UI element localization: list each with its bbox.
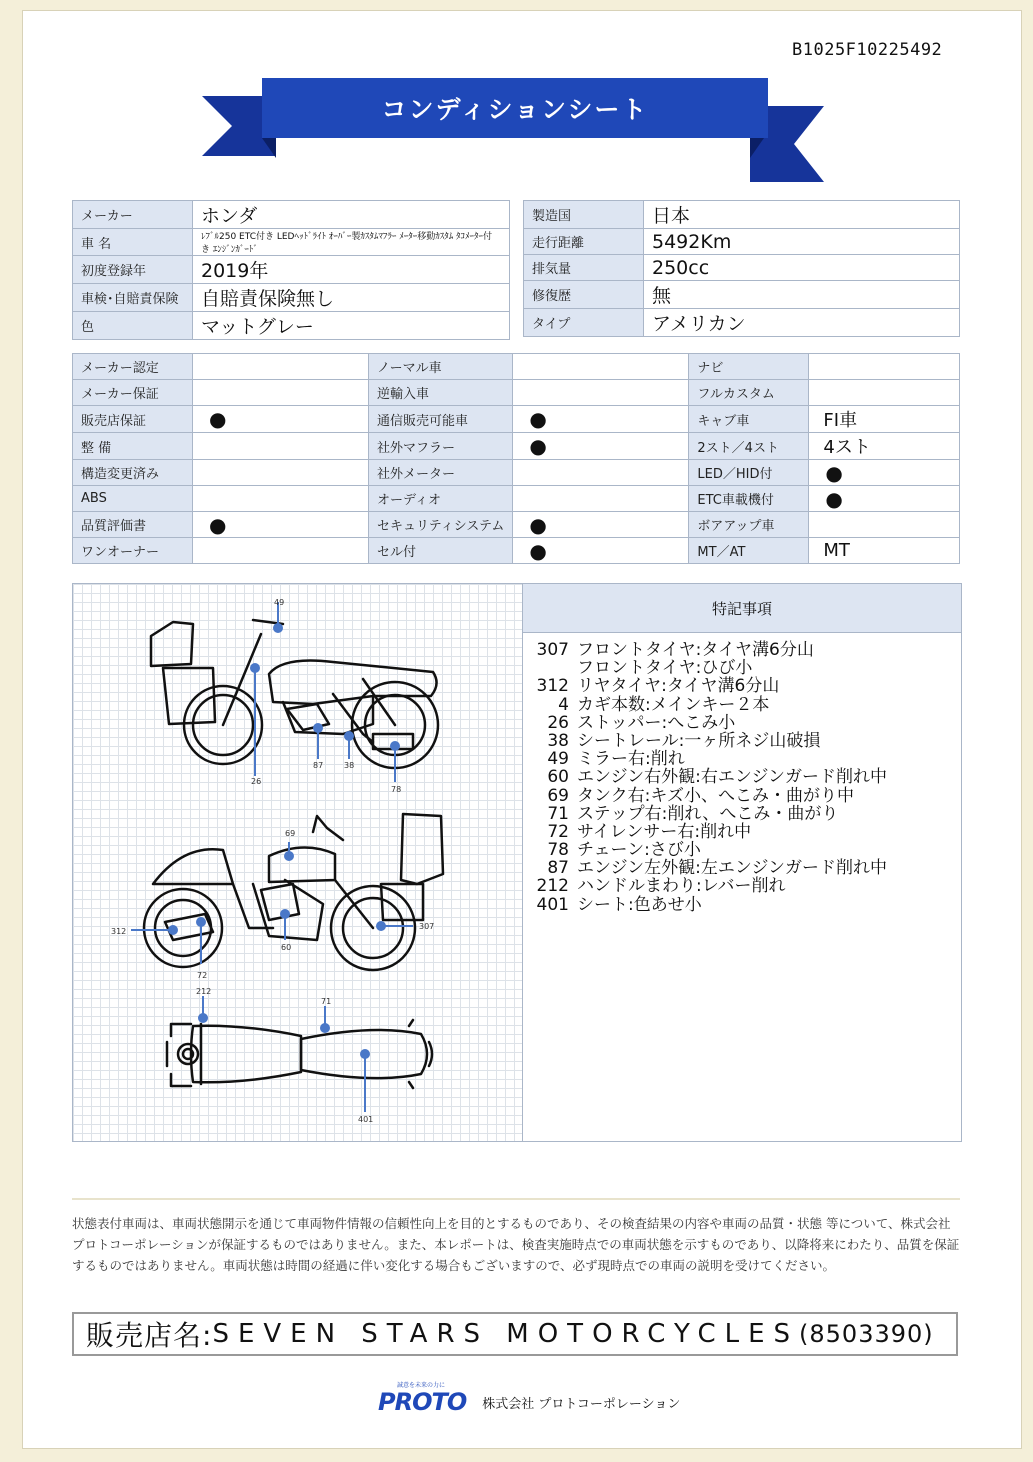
note-text: サイレンサー右:削れ中	[577, 821, 752, 842]
company-name: 株式会社 プロトコーポレーション	[482, 1396, 681, 1412]
equipment-label: ナビ	[689, 354, 809, 380]
equipment-row	[73, 486, 960, 512]
note-text: リヤタイヤ:タイヤ溝6分山	[577, 676, 780, 697]
equipment-value	[513, 354, 689, 380]
store-name: SEVEN STARS MOTORCYCLES	[212, 1319, 800, 1349]
note-text: エンジン右外観:右エンジンガード削れ中	[577, 767, 888, 788]
equipment-label: メーカー保証	[73, 380, 193, 406]
store-name-box	[72, 1312, 958, 1356]
equipment-label: 構造変更済み	[73, 460, 193, 486]
equipment-value	[513, 460, 689, 486]
spec-value: 無	[644, 281, 960, 309]
spec-row	[73, 312, 510, 340]
spec-label: 製造国	[524, 201, 644, 229]
equipment-value	[193, 486, 369, 512]
label-69: 69	[285, 829, 296, 838]
label-71: 71	[321, 997, 332, 1006]
motorcycle-diagrams	[73, 584, 522, 1141]
equipment-row	[73, 512, 960, 538]
equipment-value: ●	[193, 406, 369, 433]
label-49: 49	[274, 598, 285, 607]
note-code: 26	[547, 712, 569, 733]
spec-row	[524, 229, 960, 255]
label-307: 307	[419, 922, 435, 931]
equipment-label: ノーマル車	[369, 354, 513, 380]
note-item	[523, 696, 961, 714]
label-72: 72	[197, 971, 208, 980]
spec-label: 車検･自賠責保険	[73, 284, 193, 312]
spec-row	[524, 255, 960, 281]
note-item	[523, 768, 961, 786]
equipment-value	[193, 354, 369, 380]
equipment-value	[809, 380, 960, 406]
equipment-label: LED／HID付	[689, 460, 809, 486]
label-60: 60	[281, 943, 292, 952]
equipment-value: ●	[513, 406, 689, 433]
spec-row	[73, 284, 510, 312]
spec-value: ﾚﾌﾞﾙ250 ETC付き LEDﾍｯﾄﾞﾗｲﾄ ｵｰﾊﾞｰ製ｶｽﾀﾑﾏﾌﾗｰ ﾒｰﾀｰ移動ｶｽﾀﾑ ﾀｺﾒｰﾀｰ付き ｴﾝｼﾞﾝｶﾞｰﾄﾞ	[193, 229, 510, 256]
spec-table-left	[72, 200, 510, 340]
note-item	[523, 841, 961, 859]
spec-label: 初度登録年	[73, 256, 193, 284]
note-item	[523, 659, 961, 677]
equipment-label: MT／AT	[689, 538, 809, 564]
note-text: シート:色あせ小	[577, 894, 702, 915]
note-code: 60	[547, 767, 569, 788]
equipment-row	[73, 380, 960, 406]
damage-diagram	[73, 584, 523, 1141]
spec-label: 色	[73, 312, 193, 340]
equipment-value: ●	[513, 512, 689, 538]
footer	[378, 1382, 681, 1416]
equipment-label: フルカスタム	[689, 380, 809, 406]
spec-label: タイプ	[524, 309, 644, 337]
bike-top-view	[167, 1020, 432, 1088]
label-212: 212	[196, 987, 212, 996]
equipment-row	[73, 433, 960, 460]
page-title: コンディションシート	[262, 78, 768, 138]
equipment-label: ETC車載機付	[689, 486, 809, 512]
equipment-label: ボアアップ車	[689, 512, 809, 538]
divider	[72, 1198, 960, 1200]
note-code: 87	[547, 858, 569, 879]
note-code: 212	[536, 876, 569, 897]
equipment-row	[73, 460, 960, 486]
label-78: 78	[391, 785, 402, 794]
note-code: 307	[536, 640, 569, 660]
note-text: フロントタイヤ:ひび小	[577, 658, 753, 679]
spec-row	[73, 256, 510, 284]
note-text: ステップ右:削れ、へこみ・曲がり	[577, 803, 839, 824]
note-text: チェーン:さび小	[577, 840, 701, 861]
note-item	[523, 714, 961, 732]
label-87: 87	[313, 761, 324, 770]
label-38: 38	[344, 761, 355, 770]
note-code: 71	[547, 803, 569, 824]
equipment-value	[809, 354, 960, 380]
note-code: 312	[536, 676, 569, 697]
equipment-value	[193, 538, 369, 564]
note-item	[523, 787, 961, 805]
note-code: 49	[547, 749, 569, 770]
equipment-value	[193, 380, 369, 406]
equipment-value	[809, 512, 960, 538]
label-26: 26	[251, 777, 262, 786]
equipment-value: ●	[193, 512, 369, 538]
spec-label: 排気量	[524, 255, 644, 281]
equipment-label: セキュリティシステム	[369, 512, 513, 538]
note-item	[523, 732, 961, 750]
equipment-row	[73, 538, 960, 564]
equipment-table	[72, 353, 960, 564]
equipment-label: ABS	[73, 486, 193, 512]
equipment-value: ●	[513, 433, 689, 460]
spec-value: 日本	[644, 201, 960, 229]
equipment-value	[513, 486, 689, 512]
note-text: タンク右:キズ小、へこみ・曲がり中	[577, 785, 855, 806]
equipment-value: ●	[809, 460, 960, 486]
logo-tagline: 誠意を未来の力に	[397, 1382, 446, 1389]
spec-value: マットグレー	[193, 312, 510, 340]
equipment-row	[73, 354, 960, 380]
spec-table-right	[523, 200, 960, 337]
note-item	[523, 805, 961, 823]
note-code	[523, 659, 577, 677]
spec-row	[73, 201, 510, 229]
note-text: ストッパー:へこみ小	[577, 712, 736, 733]
note-code: 4	[558, 694, 569, 715]
equipment-value: MT	[809, 538, 960, 564]
equipment-value	[193, 460, 369, 486]
equipment-label: 品質評価書	[73, 512, 193, 538]
notes-section	[523, 584, 961, 1141]
notes-heading: 特記事項	[523, 584, 961, 633]
note-item	[523, 677, 961, 695]
spec-row	[524, 281, 960, 309]
store-code: (8503390)	[799, 1320, 934, 1348]
notes-list	[523, 633, 961, 914]
spec-label: 修復歴	[524, 281, 644, 309]
note-item	[523, 859, 961, 877]
proto-logo: PROTO	[378, 1388, 467, 1416]
equipment-value	[513, 380, 689, 406]
note-item	[523, 641, 961, 659]
equipment-label: キャブ車	[689, 406, 809, 433]
equipment-label: オーディオ	[369, 486, 513, 512]
note-text: シートレール:一ヶ所ネジ山破損	[577, 730, 821, 751]
note-item	[523, 877, 961, 895]
note-text: カギ本数:メインキー２本	[577, 694, 770, 715]
inspection-panel	[72, 583, 962, 1142]
equipment-label: ワンオーナー	[73, 538, 193, 564]
spec-row	[524, 201, 960, 229]
equipment-value: ●	[513, 538, 689, 564]
store-label: 販売店名:	[86, 1319, 213, 1352]
title-ribbon	[190, 78, 836, 182]
spec-value: 2019年	[193, 256, 510, 284]
note-text: フロントタイヤ:タイヤ溝6分山	[577, 640, 814, 660]
note-code: 78	[547, 840, 569, 861]
equipment-label: メーカー認定	[73, 354, 193, 380]
spec-value: 自賠責保険無し	[193, 284, 510, 312]
equipment-label: セル付	[369, 538, 513, 564]
spec-label: メーカー	[73, 201, 193, 229]
equipment-label: 2スト／4スト	[689, 433, 809, 460]
spec-value: ホンダ	[193, 201, 510, 229]
note-code: 72	[547, 821, 569, 842]
disclaimer-text: 状態表付車両は、車両状態開示を通じて車両物件情報の信頼性向上を目的とするものであり、その検査結果の内容や車両の品質・状態 等について、株式会社プロトコーポレーションが保証するものではありません。また、本レポートは、検査実施時点での車両状態を示すものであり、以降将来にわたり、品質を保証するものではありません。車両状態は時間の経過に伴い変化する場合もございますので、必ず現時点での車両の説明を受けてください。	[72, 1216, 960, 1273]
equipment-value: 4スト	[809, 433, 960, 460]
equipment-label: 販売店保証	[73, 406, 193, 433]
spec-row	[73, 229, 510, 256]
equipment-label: 社外メーター	[369, 460, 513, 486]
note-item	[523, 750, 961, 768]
equipment-label: 逆輸入車	[369, 380, 513, 406]
equipment-value: ●	[809, 486, 960, 512]
spec-value: 250cc	[644, 255, 960, 281]
equipment-label: 社外マフラー	[369, 433, 513, 460]
spec-label: 車 名	[73, 229, 193, 256]
note-text: ハンドルまわり:レバー削れ	[577, 876, 786, 897]
document-id: B1025F10225492	[792, 40, 943, 60]
equipment-value	[193, 433, 369, 460]
equipment-label: 整 備	[73, 433, 193, 460]
note-item	[523, 896, 961, 914]
note-text: エンジン左外観:左エンジンガード削れ中	[577, 858, 888, 879]
label-312: 312	[111, 927, 127, 936]
note-code: 38	[547, 730, 569, 751]
label-401: 401	[358, 1115, 374, 1124]
note-item	[523, 823, 961, 841]
note-text: ミラー右:削れ	[577, 749, 685, 770]
equipment-label: 通信販売可能車	[369, 406, 513, 433]
spec-value: アメリカン	[644, 309, 960, 337]
spec-row	[524, 309, 960, 337]
note-code: 401	[536, 894, 569, 915]
note-code: 69	[547, 785, 569, 806]
spec-value: 5492Km	[644, 229, 960, 255]
spec-label: 走行距離	[524, 229, 644, 255]
equipment-row	[73, 406, 960, 433]
equipment-value: FI車	[809, 406, 960, 433]
